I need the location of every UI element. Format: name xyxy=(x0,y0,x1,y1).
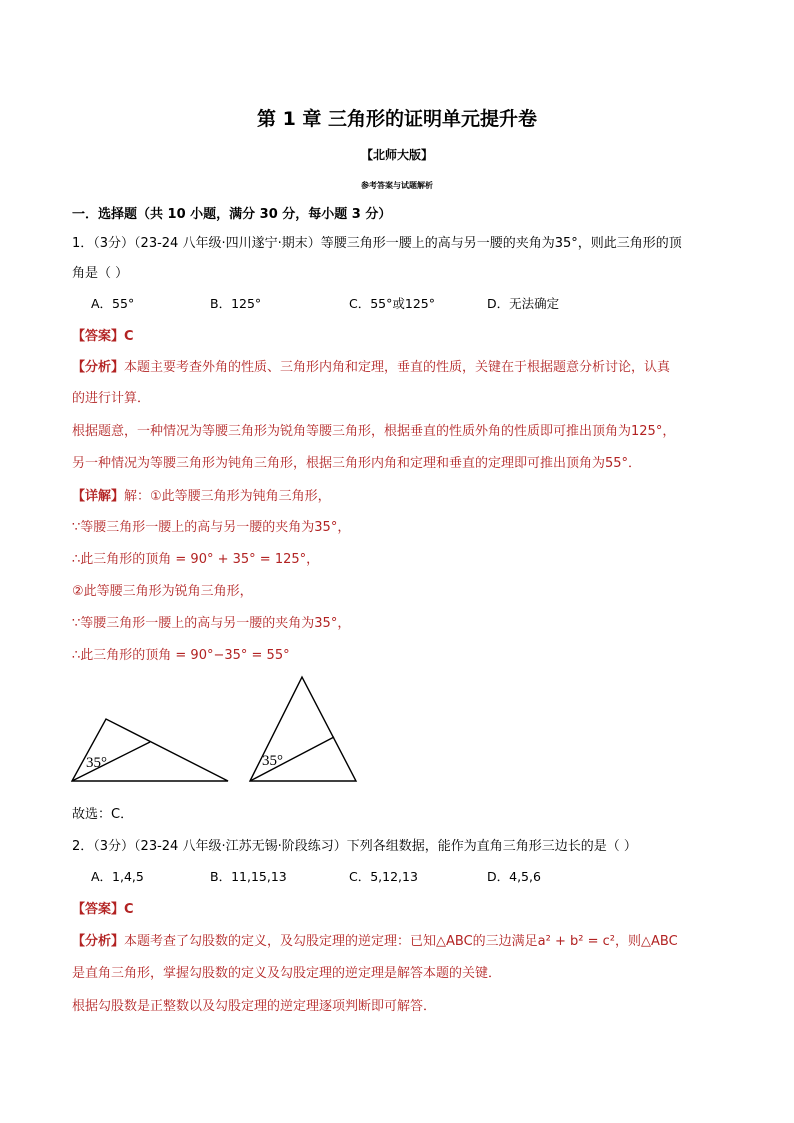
q1-option-c: C．55°或125° xyxy=(349,296,435,311)
q1-answer-row xyxy=(72,325,134,344)
analysis-tag: 【分析】 xyxy=(72,360,125,375)
detail-line: 解：①此等腰三角形为钝角三角形， xyxy=(124,489,331,504)
obtuse-triangle-figure xyxy=(72,719,228,781)
answer-value: C xyxy=(124,902,134,917)
q2-para-line1: 根据勾股数是正整数以及勾股定理的逆定理逐项判断即可解答． xyxy=(72,999,437,1014)
q2-answer-row xyxy=(72,898,134,917)
q2-analysis-row xyxy=(72,930,678,949)
page-title: 第 1 章 三角形的证明单元提升卷 xyxy=(256,108,538,130)
q1-choose: 故选：C． xyxy=(72,807,134,822)
q1-analysis-row xyxy=(72,356,670,375)
detail-line: ∴此三角形的顶角 = 90°−35° = 55° xyxy=(72,648,290,663)
detail-line: ∵等腰三角形一腰上的高与另一腰的夹角为35°， xyxy=(72,520,351,535)
detail-line: ∵等腰三角形一腰上的高与另一腰的夹角为35°， xyxy=(72,616,351,631)
answer-tag: 【答案】 xyxy=(72,902,125,917)
q1-para-line2: 另一种情况为等腰三角形为钝角三角形，根据三角形内角和定理和垂直的定理即可推出顶角为55°． xyxy=(72,456,642,471)
q2-stem: 2．（3分）（23-24 八年级·江苏无锡·阶段练习）下列各组数据，能作为直角三角形三边长的是（ ） xyxy=(72,839,637,854)
detail-line: ②此等腰三角形为锐角三角形， xyxy=(72,584,253,599)
answer-value: C xyxy=(124,329,134,344)
edition-label: 【北师大版】 xyxy=(360,148,433,162)
q1-analysis-line2: 的进行计算． xyxy=(72,391,151,406)
q2-option-d: D．4,5,6 xyxy=(487,869,541,884)
angle-label-left: 35° xyxy=(86,755,107,771)
angle-label-right: 35° xyxy=(262,753,283,769)
triangle-figures xyxy=(66,670,366,790)
q2-option-b: B．11,15,13 xyxy=(210,869,287,884)
q1-option-b: B．125° xyxy=(210,296,262,311)
answer-tag: 【答案】 xyxy=(72,329,125,344)
q1-detail-row xyxy=(72,485,331,504)
q2-option-a: A．1,4,5 xyxy=(91,869,144,884)
analysis-text: 本题考查了勾股数的定义，及勾股定理的逆定理：已知△ABC的三边满足a² + b² = c²，则△ABC xyxy=(124,934,678,949)
analysis-text: 本题主要考查外角的性质、三角形内角和定理，垂直的性质，关键在于根据题意分析讨论，认真 xyxy=(124,360,671,375)
q1-option-d: D．无法确定 xyxy=(487,296,560,311)
subtitle: 参考答案与试题解析 xyxy=(361,181,433,190)
q2-analysis-line2: 是直角三角形，掌握勾股数的定义及勾股定理的逆定理是解答本题的关键． xyxy=(72,966,502,981)
section-heading: 一．选择题（共 10 小题，满分 30 分，每小题 3 分） xyxy=(72,207,392,222)
q1-para-line1: 根据题意，一种情况为等腰三角形为锐角等腰三角形，根据垂直的性质外角的性质即可推出顶角为125°， xyxy=(72,424,676,439)
q2-option-c: C．5,12,13 xyxy=(349,869,418,884)
acute-triangle-figure xyxy=(250,677,356,781)
q1-option-a: A．55° xyxy=(91,296,135,311)
q1-stem-line1: 1．（3分）（23-24 八年级·四川遂宁·期末）等腰三角形一腰上的高与另一腰的夹角为35°，则此三角形的顶 xyxy=(72,236,682,251)
analysis-tag: 【分析】 xyxy=(72,934,125,949)
detail-tag: 【详解】 xyxy=(72,489,125,504)
detail-line: ∴此三角形的顶角 = 90° + 35° = 125°， xyxy=(72,552,320,567)
q1-stem-line2: 角是（ ） xyxy=(72,266,129,281)
